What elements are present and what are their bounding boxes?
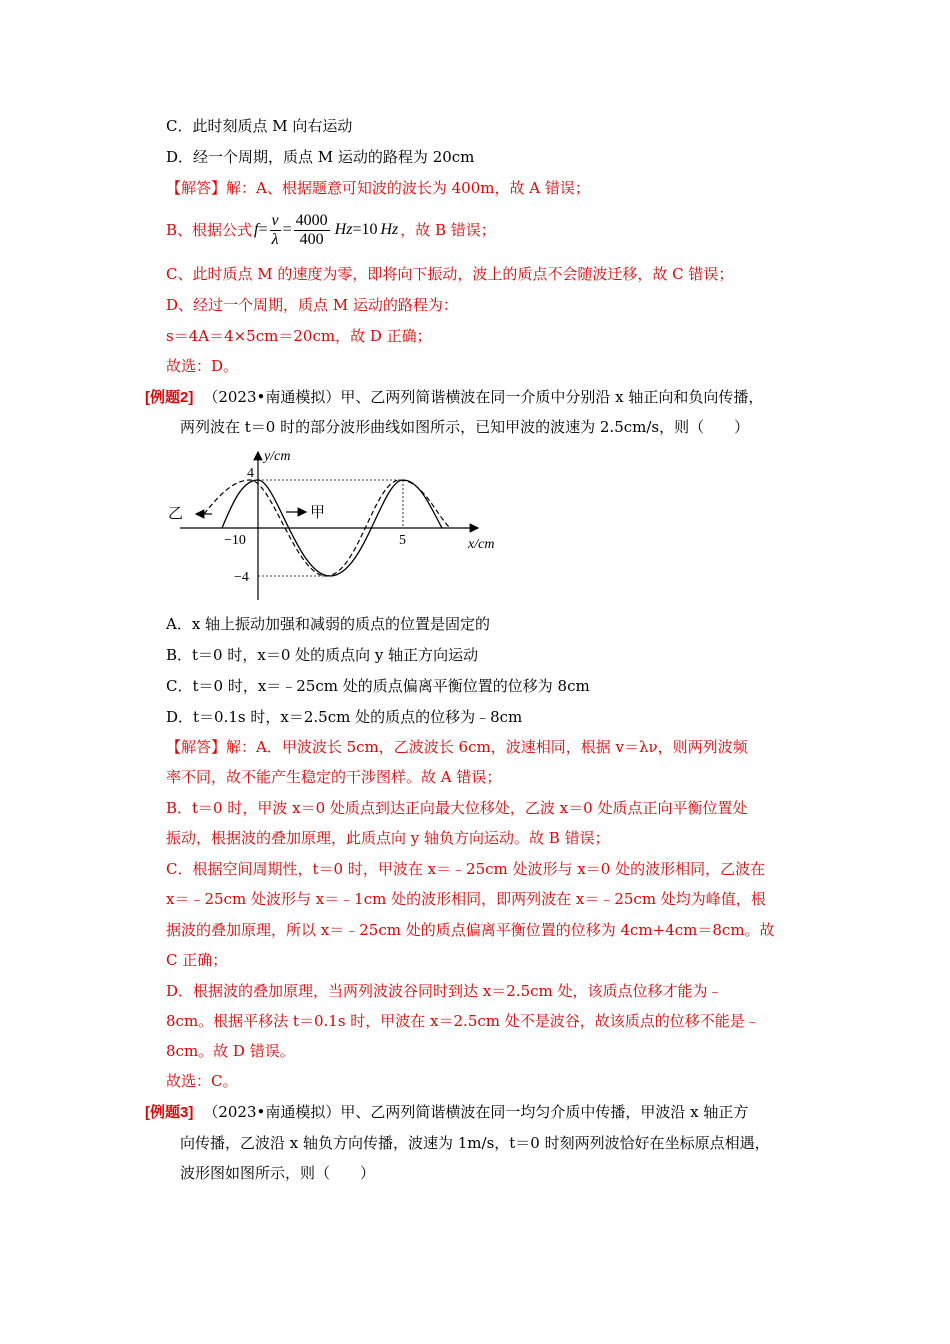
option-d: D．经一个周期，质点 M 运动的路程为 20cm <box>166 148 475 166</box>
example2-option-b: B．t＝0 时，x＝0 处的质点向 y 轴正方向运动 <box>166 646 479 664</box>
answer-b-prefix: B、根据公式 <box>166 221 253 239</box>
example2-answer-choice: 故选：C。 <box>166 1072 238 1090</box>
y-axis-label: y/cm <box>264 449 291 464</box>
answer-b-line <box>166 208 496 252</box>
fraction-value-denominator: 400 <box>299 230 324 248</box>
answer-c-line: C、此时质点 M 的速度为零，即将向下振动，波上的质点不会随波迁移，故 C 错误； <box>166 265 734 283</box>
example2-answer-d3: 8cm。故 D 错误。 <box>166 1042 295 1060</box>
answer-tag: 【解答】 <box>166 179 227 197</box>
example3-stem-line3: 波形图如图所示，则（ ） <box>180 1164 376 1182</box>
example2-stem-line2: 两列波在 t＝0 时的部分波形曲线如图所示，已知甲波的波速为 2.5cm/s，则（ ） <box>180 418 750 436</box>
answer-choice: 故选：D。 <box>166 357 239 375</box>
example2-answer-tag: 【解答】 <box>166 738 227 756</box>
formula-eq: = <box>258 221 268 238</box>
example3-stem-line2: 向传播，乙波沿 x 轴负方向传播，波速为 1m/s，t＝0 时刻两列波恰好在坐标原点相遇， <box>180 1134 770 1152</box>
example2-answer-a2: 率不同，故不能产生稳定的干涉图样。故 A 错误； <box>166 768 502 786</box>
example2-option-d: D．t＝0.1s 时，x＝2.5cm 处的质点的位移为﹣8cm <box>166 708 523 726</box>
fraction-value-numerator: 4000 <box>295 211 328 229</box>
formula-unit-2: Hz <box>380 221 399 238</box>
y-tick-bottom: −4 <box>234 570 249 585</box>
example2-option-c: C．t＝0 时，x＝﹣25cm 处的质点偏离平衡位置的位移为 8cm <box>166 677 590 695</box>
formula-f: f <box>254 221 259 238</box>
example2-answer-a1-text: 解：A．甲波波长 5cm，乙波波长 6cm，波速相同，根据 v＝λν，则两列波频 <box>226 738 748 756</box>
answer-d-line-2: s＝4A＝4×5cm＝20cm，故 D 正确； <box>166 327 432 345</box>
example2-answer-b1: B．t＝0 时，甲波 x＝0 处质点到达正向最大位移处，乙波 x＝0 处质点正向平衡位置处 <box>166 799 748 817</box>
example2-answer-d2: 8cm。根据平移法 t＝0.1s 时，甲波在 x＝2.5cm 处不是波谷，故该质点的位移不能是﹣ <box>166 1012 760 1030</box>
example2-answer-c2: x＝﹣25cm 处波形与 x＝﹣1cm 处的波形相同，即两列波在 x＝﹣25cm 处均为峰值，根 <box>166 890 766 908</box>
jia-label: 甲 <box>310 505 326 521</box>
example2-stem1: （2023•南通模拟）甲、乙两列简谐横波在同一介质中分别沿 x 轴正向和负向传播， <box>203 388 764 406</box>
formula-result: =10 <box>352 221 378 238</box>
yi-label: 乙 <box>168 506 184 522</box>
answer-b-suffix: ，故 B 错误； <box>400 221 496 239</box>
example2-answer-c1: C．根据空间周期性，t＝0 时，甲波在 x＝﹣25cm 处波形与 x＝0 处的波形相同，乙波在 <box>166 860 766 878</box>
answer-d-line: D、经过一个周期，质点 M 运动的路程为： <box>166 296 458 314</box>
answer-line <box>166 178 590 198</box>
x-tick-left: −10 <box>224 533 246 548</box>
example3-tag: [例题3] <box>145 1104 194 1121</box>
example2-answer-c3: 据波的叠加原理，所以 x＝﹣25cm 处的质点偏离平衡位置的位移为 4cm+4cm＝8cm。故 <box>166 921 775 939</box>
fraction-denominator: λ <box>271 230 279 248</box>
example2-answer-c4: C 正确； <box>166 951 228 969</box>
frequency-formula <box>254 212 398 249</box>
example2-answer-b2: 振动，根据波的叠加原理，此质点向 y 轴负方向运动。故 B 错误； <box>166 829 610 847</box>
fraction-v-lambda <box>270 212 281 249</box>
formula-eq-2: = <box>282 221 292 238</box>
fraction-values <box>294 212 330 249</box>
example3-stem-line1 <box>145 1102 748 1123</box>
y-tick-top: 4 <box>247 466 254 481</box>
x-tick-5: 5 <box>399 533 406 548</box>
example2-option-a: A．x 轴上振动加强和减弱的质点的位置是固定的 <box>166 615 491 633</box>
example3-stem1: （2023•南通模拟）甲、乙两列简谐横波在同一均匀介质中传播，甲波沿 x 轴正方 <box>203 1103 749 1121</box>
example2-stem-line1 <box>145 387 763 408</box>
wave-figure <box>160 444 530 604</box>
formula-unit: Hz <box>334 221 353 238</box>
x-axis-label: x/cm <box>468 537 495 552</box>
fraction-numerator: v <box>271 211 279 229</box>
example2-tag: [例题2] <box>145 389 194 406</box>
example2-answer-d1: D．根据波的叠加原理，当两列波波谷同时到达 x＝2.5cm 处，该质点位移才能为﹣ <box>166 982 723 1000</box>
answer-text: 解：A、根据题意可知波的波长为 400m，故 A 错误； <box>226 179 590 197</box>
option-c: C．此时刻质点 M 向右运动 <box>166 117 353 135</box>
example2-answer-a1 <box>166 737 748 757</box>
